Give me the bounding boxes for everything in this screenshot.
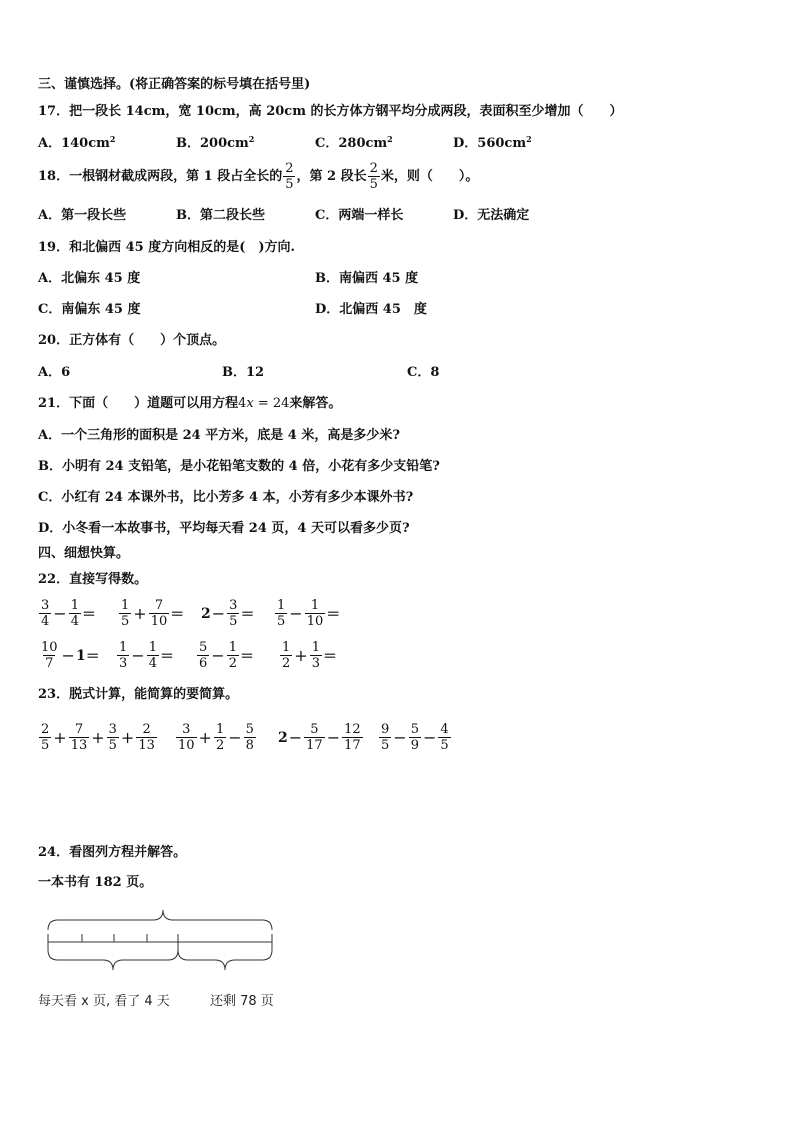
q20-option-c[interactable]: C．8 [407,365,440,380]
q23-expr-4: $\frac{9}{5}$ − $\frac{5}{9}$ − $\frac{4}{5}$ [381,722,449,753]
q22-title: 22．直接写得数。 [38,572,148,587]
q22-expr-4: $\frac{1}{5}$ − $\frac{1}{10}$ ＝ [277,598,341,629]
q18-option-c[interactable]: C．两端一样长 [315,208,404,223]
q18-fraction-1: $\frac{2}{5}$ [285,161,294,192]
q18-text: 18．一根钢材截成两段，第 1 段占全长的 $\frac{2}{5}$ ，第 2 段长 $\frac{2}{5}$ 米，则（ ）。 [38,161,479,192]
bottom-left-brace [48,950,178,970]
q23-title: 23．脱式计算，能简算的要简算。 [38,687,239,702]
q18-option-a[interactable]: A．第一段长些 [38,208,127,223]
top-brace [48,910,272,930]
q24-line: 一本书有 182 页。 [38,875,153,890]
q23-expr-3: 2 − $\frac{5}{17}$ − $\frac{12}{17}$ [278,722,361,753]
q24-right-caption: 还剩 78 页 [210,994,274,1009]
q22-expr-1: $\frac{3}{4}$ − $\frac{1}{4}$ ＝ [41,598,96,629]
q24-left-caption: 每天看 x 页, 看了 4 天 [38,994,170,1009]
q21-option-a[interactable]: A．一个三角形的面积是 24 平方米，底是 4 米，高是多少米? [38,428,400,443]
q20-option-a[interactable]: A．6 [38,365,71,380]
q22-expr-2: $\frac{1}{5}$ + $\frac{7}{10}$ ＝ [121,598,185,629]
section4-title: 四、细想快算。 [38,546,130,561]
q22-expr-6: $\frac{1}{3}$ − $\frac{1}{4}$ ＝ [119,640,174,671]
q19-option-c[interactable]: C．南偏东 45 度 [38,302,141,317]
q19-option-d[interactable]: D．北偏西 45 度 [315,302,427,317]
q24-diagram [38,904,282,974]
q18-option-d[interactable]: D．无法确定 [453,208,530,223]
q22-expr-8: $\frac{1}{2}$ + $\frac{1}{3}$ ＝ [282,640,337,671]
q17-option-d[interactable]: D．$560cm^2$ [453,134,532,151]
section3-title: 三、谨慎选择。(将正确答案的标号填在括号里) [38,77,311,92]
q17-text: 17．把一段长 14cm，宽 10cm，高 20cm 的长方体方钢平均分成两段，表面积至少增加（ ） [38,104,623,119]
q17-option-b[interactable]: B．$200cm^2$ [176,134,255,151]
q20-option-b[interactable]: B．12 [222,365,265,380]
bottom-right-brace [178,950,272,970]
q19-text: 19．和北偏西 45 度方向相反的是( )方向. [38,240,296,255]
q23-expr-1: $\frac{2}{5}$ + $\frac{7}{13}$ + $\frac{3}{5}$ + $\frac{2}{13}$ [41,722,155,753]
q22-expr-7: $\frac{5}{6}$ − $\frac{1}{2}$ ＝ [199,640,254,671]
q19-option-a[interactable]: A．北偏东 45 度 [38,271,141,286]
q17-option-a[interactable]: A．$140cm^2$ [38,134,116,151]
q18-option-b[interactable]: B．第二段长些 [176,208,265,223]
q21-option-c[interactable]: C．小红有 24 本课外书，比小芳多 4 本，小芳有多少本课外书? [38,490,414,505]
q21-text: 21．下面（ ）道题可以用方程4x = 24来解答。 [38,396,342,411]
q21-equation: 4x = 24 [238,396,290,411]
q21-option-d[interactable]: D．小冬看一本故事书，平均每天看 24 页，4 天可以看多少页? [38,521,410,536]
q21-option-b[interactable]: B．小明有 24 支铅笔，是小花铅笔支数的 4 倍，小花有多少支铅笔? [38,459,440,474]
q19-option-b[interactable]: B．南偏西 45 度 [315,271,419,286]
q24-title: 24．看图列方程并解答。 [38,845,187,860]
q22-expr-5: $\frac{10}{7}$ − 1 ＝ [41,640,100,671]
q18-fraction-2: $\frac{2}{5}$ [369,161,378,192]
q23-expr-2: $\frac{3}{10}$ + $\frac{1}{2}$ − $\frac{5}{8}$ [178,722,254,753]
q22-expr-3: 2 − $\frac{3}{5}$ ＝ [201,598,255,629]
q17-option-c[interactable]: C．$280cm^2$ [315,134,393,151]
q20-text: 20．正方体有（ ）个顶点。 [38,333,226,348]
